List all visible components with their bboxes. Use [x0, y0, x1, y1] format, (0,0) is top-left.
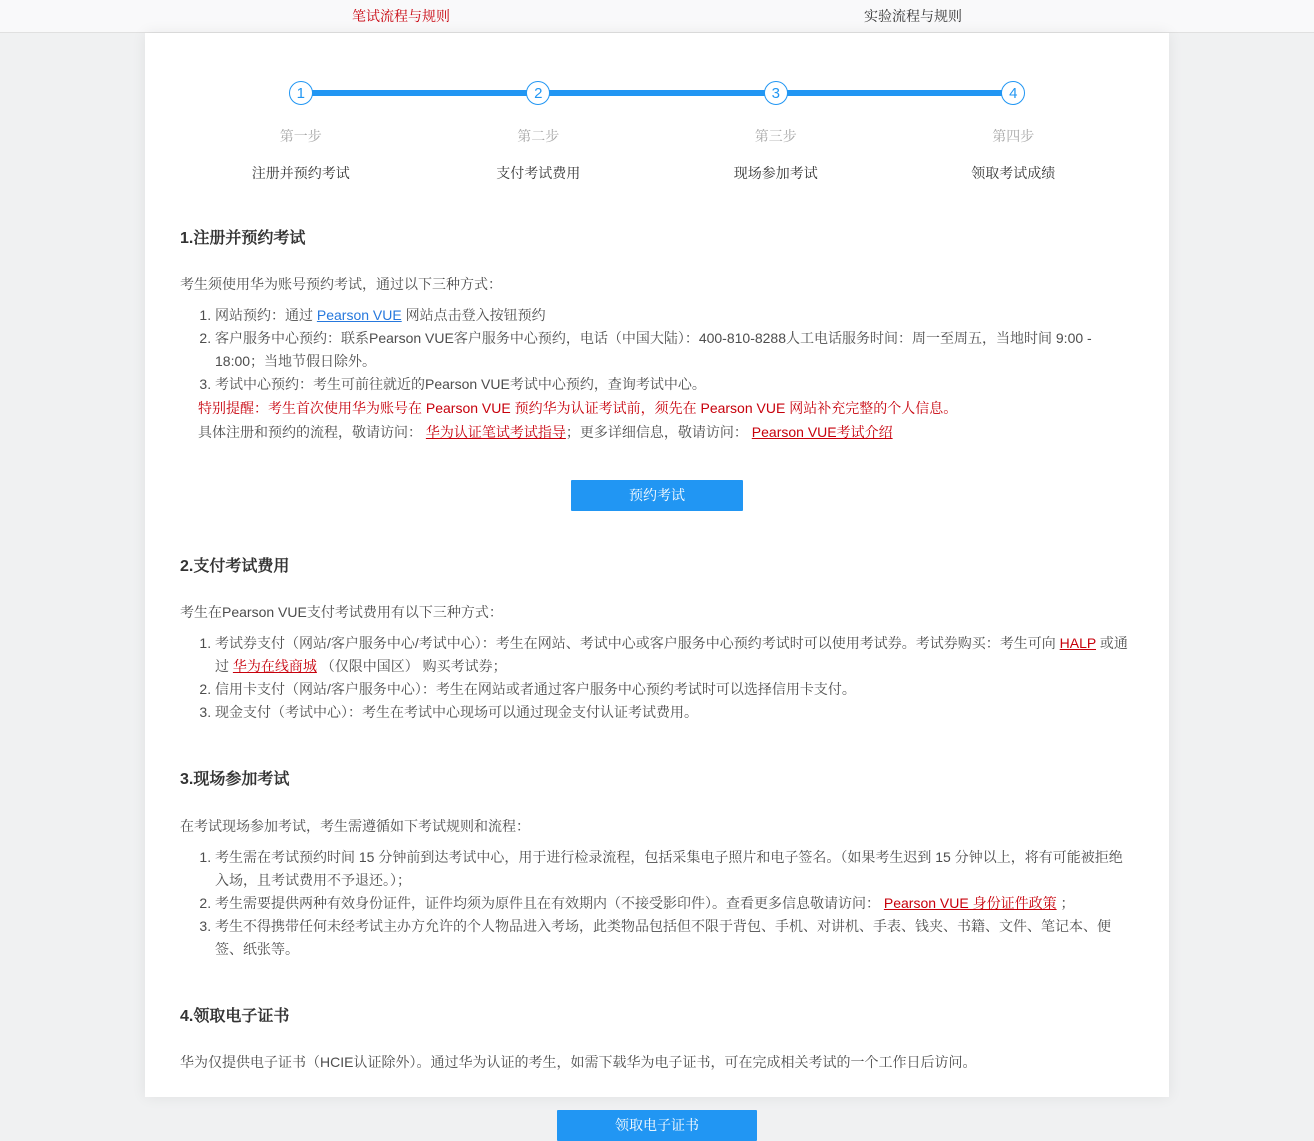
list-item: [215, 701, 1134, 724]
tab-written-exam-rules[interactable]: 笔试流程与规则: [352, 8, 450, 24]
section-4-button-row: [180, 1110, 1134, 1141]
special-reminder: [198, 397, 1134, 420]
section-register-and-book: [180, 229, 1134, 511]
text-segment: 信用卡支付（网站/客户服务中心）：考生在网站或者通过客户服务中心预约考试时可以选择信用卡支付。: [215, 681, 856, 698]
huawei-online-mall-link[interactable]: 华为在线商城: [232, 658, 317, 675]
list-item: [215, 373, 1134, 396]
top-tab-bar-inner: [145, 0, 1169, 32]
step-4-label: 第四步: [992, 128, 1035, 144]
section-pay-exam-fee: [180, 557, 1134, 724]
step-1-label: 第一步: [279, 128, 322, 144]
get-ecertificate-button[interactable]: 领取电子证书: [557, 1110, 757, 1141]
step-4-name: 领取考试成绩: [971, 165, 1056, 181]
halp-link[interactable]: HALP: [1059, 635, 1096, 652]
text-segment: ；: [1056, 894, 1075, 911]
guide-links-line: [198, 421, 1134, 444]
book-exam-button[interactable]: 预约考试: [571, 480, 743, 511]
list-item: [215, 678, 1134, 701]
section-attend-exam: [180, 770, 1134, 960]
text-segment: 特别提醒：考生首次使用华为账号在 Pearson VUE 预约华为认证考试前，须先在 Pearson VUE 网站补充完整的个人信息。: [198, 400, 958, 417]
section-3-heading: 3.现场参加考试: [180, 771, 290, 789]
section-1-heading: 1.注册并预约考试: [180, 230, 306, 247]
step-1-name: 注册并预约考试: [251, 165, 350, 181]
tab-lab-exam-rules[interactable]: 实验流程与规则: [864, 8, 962, 24]
section-2-heading: 2.支付考试费用: [180, 558, 290, 576]
text-segment: 现金支付（考试中心）：考生在考试中心现场可以通过现金支付认证考试费用。: [215, 704, 698, 721]
exam-process-stepper: [182, 81, 1132, 183]
written-exam-guide-link[interactable]: 华为认证笔试考试指导: [425, 424, 566, 441]
section-1-intro: 考生须使用华为账号预约考试，通过以下三种方式：: [180, 276, 502, 293]
text-segment: 或通过: [215, 635, 1128, 675]
list-item: [215, 915, 1134, 961]
step-2-name: 支付考试费用: [496, 165, 581, 181]
section-2-list: [180, 632, 1134, 724]
text-segment: 具体注册和预约的流程，敬请访问：: [198, 424, 426, 441]
section-2-intro: 考生在Pearson VUE支付考试费用有以下三种方式：: [180, 604, 503, 621]
list-item: [215, 304, 1134, 327]
section-get-certificate: [180, 1007, 1134, 1141]
step-3: [657, 81, 895, 183]
text-segment: 考生需要提供两种有效身份证件，证件均须为原件且在有效期内（不接受影印件）。查看更多信息敬请访问：: [215, 894, 884, 911]
text-segment: 网站点击登入按钮预约: [401, 307, 546, 324]
text-segment: 客户服务中心预约：联系Pearson VUE客户服务中心预约，电话（中国大陆）：400-810-8288人工电话服务时间：周一至周五，当地时间 9:00 - 18:00；当地节假日除外。: [215, 330, 1092, 370]
section-1-list: [180, 304, 1134, 396]
step-2-label: 第二步: [517, 128, 560, 144]
pearson-vue-intro-link[interactable]: Pearson VUE考试介绍: [751, 424, 893, 441]
top-tab-bar: [0, 0, 1314, 33]
text-segment: ；更多详细信息，敬请访问：: [565, 424, 752, 441]
step-1-circle: 1: [289, 81, 313, 105]
step-3-name: 现场参加考试: [733, 165, 818, 181]
text-segment: 考生不得携带任何未经考试主办方允许的个人物品进入考场，此类物品包括但不限于背包、手机、对讲机、手表、钱夹、书籍、文件、笔记本、便签、纸张等。: [215, 917, 1111, 957]
list-item: [215, 632, 1134, 678]
section-4-heading: 4.领取电子证书: [180, 1007, 290, 1025]
section-1-button-row: [180, 480, 1134, 511]
text-segment: 考试中心预约：考生可前往就近的Pearson VUE考试中心预约，查询考试中心。: [215, 376, 706, 393]
list-item: [215, 846, 1134, 892]
section-3-intro: 在考试现场参加考试，考生需遵循如下考试规则和流程：: [180, 817, 530, 834]
text-segment: 网站预约：通过: [215, 307, 317, 324]
text-segment: 考生需在考试预约时间 15 分钟前到达考试中心，用于进行检录流程，包括采集电子照片和电子签名。（如果考生迟到 15 分钟以上，将有可能被拒绝入场，且考试费用不予退还。）；: [215, 848, 1123, 888]
step-1: [182, 81, 420, 183]
step-2: [420, 81, 658, 183]
step-3-label: 第三步: [754, 128, 797, 144]
step-4-circle: 4: [1001, 81, 1025, 105]
id-policy-link[interactable]: Pearson VUE 身份证件政策: [883, 894, 1057, 911]
pearson-vue-link[interactable]: Pearson VUE: [316, 307, 402, 324]
step-4: [895, 81, 1133, 183]
list-item: [215, 327, 1134, 373]
text-segment: （仅限中国区） 购买考试券；: [316, 658, 507, 675]
content-card: [145, 33, 1169, 1133]
section-3-list: [180, 846, 1134, 961]
text-segment: 考试券支付（网站/客户服务中心/考试中心）：考生在网站、考试中心或客户服务中心预约考试时可以使用考试券。考试券购买：考生可向: [215, 635, 1060, 652]
step-3-circle: 3: [764, 81, 788, 105]
list-item: [215, 892, 1134, 915]
section-4-intro: 华为仅提供电子证书（HCIE认证除外）。通过华为认证的考生，如需下载华为电子证书，可在完成相关考试的一个工作日后访问。: [180, 1053, 977, 1070]
step-2-circle: 2: [526, 81, 550, 105]
